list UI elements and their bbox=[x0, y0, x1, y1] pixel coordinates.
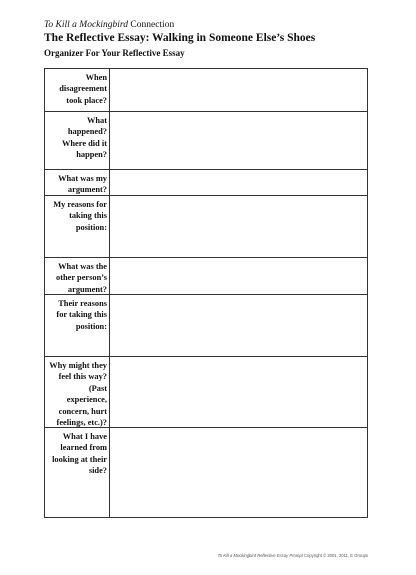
answer-cell-learned[interactable] bbox=[110, 428, 367, 517]
kicker-connection: Connection bbox=[128, 20, 175, 30]
organizer-row-other-argument bbox=[45, 257, 367, 294]
essay-organizer-table bbox=[44, 68, 368, 518]
answer-cell-my-argument[interactable] bbox=[110, 170, 367, 195]
copyright-footer bbox=[218, 553, 368, 558]
organizer-row-my-argument bbox=[45, 169, 367, 195]
answer-cell-my-reasons[interactable] bbox=[110, 196, 367, 257]
footer-copyright: Copyright © 2001, 2011, E Groups bbox=[302, 553, 368, 558]
worksheet-kicker bbox=[44, 20, 174, 31]
worksheet-subtitle: Organizer For Your Reflective Essay bbox=[44, 48, 185, 58]
answer-cell-when[interactable] bbox=[110, 69, 367, 111]
organizer-row-their-reasons bbox=[45, 294, 367, 356]
row-label-learned: What I have learned from looking at their side? bbox=[45, 428, 110, 517]
footer-prompt-title: To Kill a Mockingbird Reflective Essay Prompt bbox=[217, 553, 303, 558]
row-label-when: When disagreement took place? bbox=[45, 69, 110, 111]
organizer-row-why-feel bbox=[45, 356, 367, 427]
answer-cell-other-argument[interactable] bbox=[110, 258, 367, 294]
row-label-why-feel: Why might they feel this way? (Past experience, concern, hurt feelings, etc.)? bbox=[45, 357, 110, 427]
row-label-my-argument: What was my argument? bbox=[45, 170, 110, 195]
row-label-what-happened: What happened? Where did it happen? bbox=[45, 112, 110, 169]
answer-cell-why-feel[interactable] bbox=[110, 357, 367, 427]
organizer-row-my-reasons bbox=[45, 195, 367, 257]
row-label-other-argument: What was the other person’s argument? bbox=[45, 258, 110, 294]
answer-cell-what-happened[interactable] bbox=[110, 112, 367, 169]
worksheet-title: The Reflective Essay: Walking in Someone Else’s Shoes bbox=[44, 32, 316, 44]
organizer-row-learned bbox=[45, 427, 367, 517]
row-label-their-reasons: Their reasons for taking this position: bbox=[45, 295, 110, 356]
row-label-my-reasons: My reasons for taking this position: bbox=[45, 196, 110, 257]
organizer-row-when bbox=[45, 69, 367, 111]
answer-cell-their-reasons[interactable] bbox=[110, 295, 367, 356]
book-title: To Kill a Mockingbird bbox=[44, 20, 129, 30]
organizer-row-what-happened bbox=[45, 111, 367, 169]
